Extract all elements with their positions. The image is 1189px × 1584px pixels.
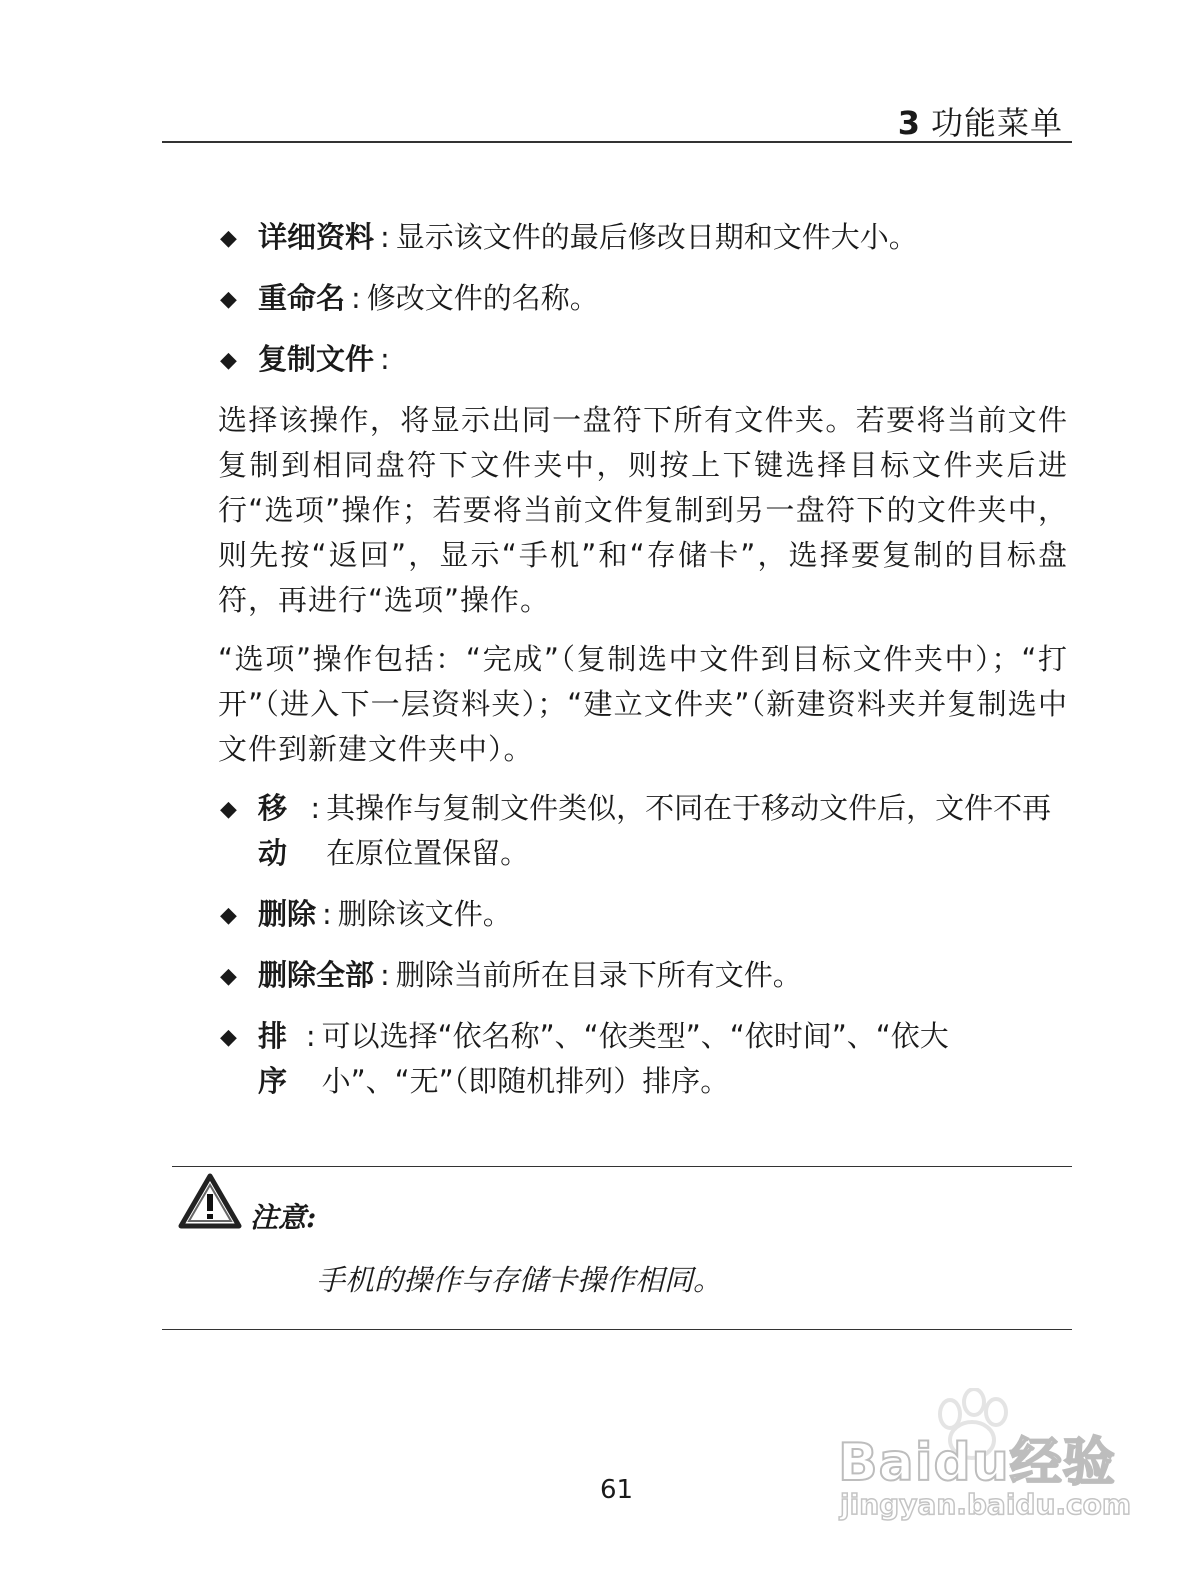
item-desc: 可以选择“依名称”、“依类型”、“依时间”、“依大小”、“无”（即随机排列）排序。 [321, 1019, 949, 1098]
item-desc: 删除当前所在目录下所有文件。 [395, 958, 802, 992]
item-term: 排序 [258, 1019, 288, 1098]
diamond-bullet-icon: ◆ [220, 287, 237, 312]
diamond-bullet-icon: ◆ [220, 1025, 237, 1050]
chapter-number: 3 [897, 104, 921, 142]
page-body [218, 215, 1068, 1120]
colon-separator: : [351, 281, 361, 315]
warning-icon [178, 1173, 242, 1229]
item-term: 重命名 [258, 281, 346, 315]
chapter-header [898, 98, 1063, 144]
notice-label: 注意: [250, 1201, 317, 1234]
list-item [218, 786, 1068, 876]
colon-separator: : [380, 220, 390, 254]
list-item [218, 215, 1068, 260]
item-term: 复制文件 [258, 342, 375, 376]
chapter-title: 功能菜单 [930, 104, 1063, 142]
watermark-brand: Baidu经验 [838, 1433, 1116, 1493]
header-rule [162, 141, 1072, 143]
item-term: 删除全部 [258, 958, 375, 992]
diamond-bullet-icon: ◆ [220, 348, 237, 373]
list-item [218, 276, 1068, 321]
diamond-bullet-icon: ◆ [220, 226, 237, 251]
notice-bottom-rule [162, 1329, 1072, 1330]
notice-text: 手机的操作与存储卡操作相同。 [316, 1263, 723, 1297]
colon-separator: : [305, 1019, 316, 1053]
diamond-bullet-icon: ◆ [220, 797, 237, 822]
item-term: 移动 [258, 791, 288, 870]
colon-separator: : [380, 342, 390, 376]
colon-separator: : [380, 958, 390, 992]
item-desc: 显示该文件的最后修改日期和文件大小。 [395, 220, 918, 254]
diamond-bullet-icon: ◆ [220, 964, 237, 989]
page-number: 61 [600, 1475, 634, 1505]
colon-separator: : [322, 897, 332, 931]
options-description-paragraph: “选项”操作包括：“完成”（复制选中文件到目标文件夹中）；“打开”（进入下一层资料夹）；“建立文件夹”（新建资料夹并复制选中文件到新建文件夹中）。 [218, 642, 1068, 766]
watermark-url: jingyan.baidu.com [840, 1488, 1132, 1521]
copy-description-paragraph: 选择该操作，将显示出同一盘符下所有文件夹。若要将当前文件复制到相同盘符下文件夹中，则按上下键选择目标文件夹后进行“选项”操作；若要将当前文件复制到另一盘符下的文件夹中，则先按“返回”，显示“手机”和“存储卡”，选择要复制的目标盘符，再进行“选项”操作。 [218, 403, 1068, 617]
notice-top-rule [172, 1166, 1072, 1167]
item-desc: 修改文件的名称。 [366, 281, 599, 315]
list-item [218, 953, 1068, 998]
item-desc: 其操作与复制文件类似，不同在于移动文件后，文件不再在原位置保留。 [326, 791, 1052, 870]
colon-separator: : [310, 791, 321, 825]
list-item [218, 1014, 1068, 1104]
item-desc: 删除该文件。 [337, 897, 512, 931]
list-item [218, 337, 1068, 382]
list-item [218, 892, 1068, 937]
diamond-bullet-icon: ◆ [220, 903, 237, 928]
item-term: 删除 [258, 897, 317, 931]
item-term: 详细资料 [258, 220, 375, 254]
